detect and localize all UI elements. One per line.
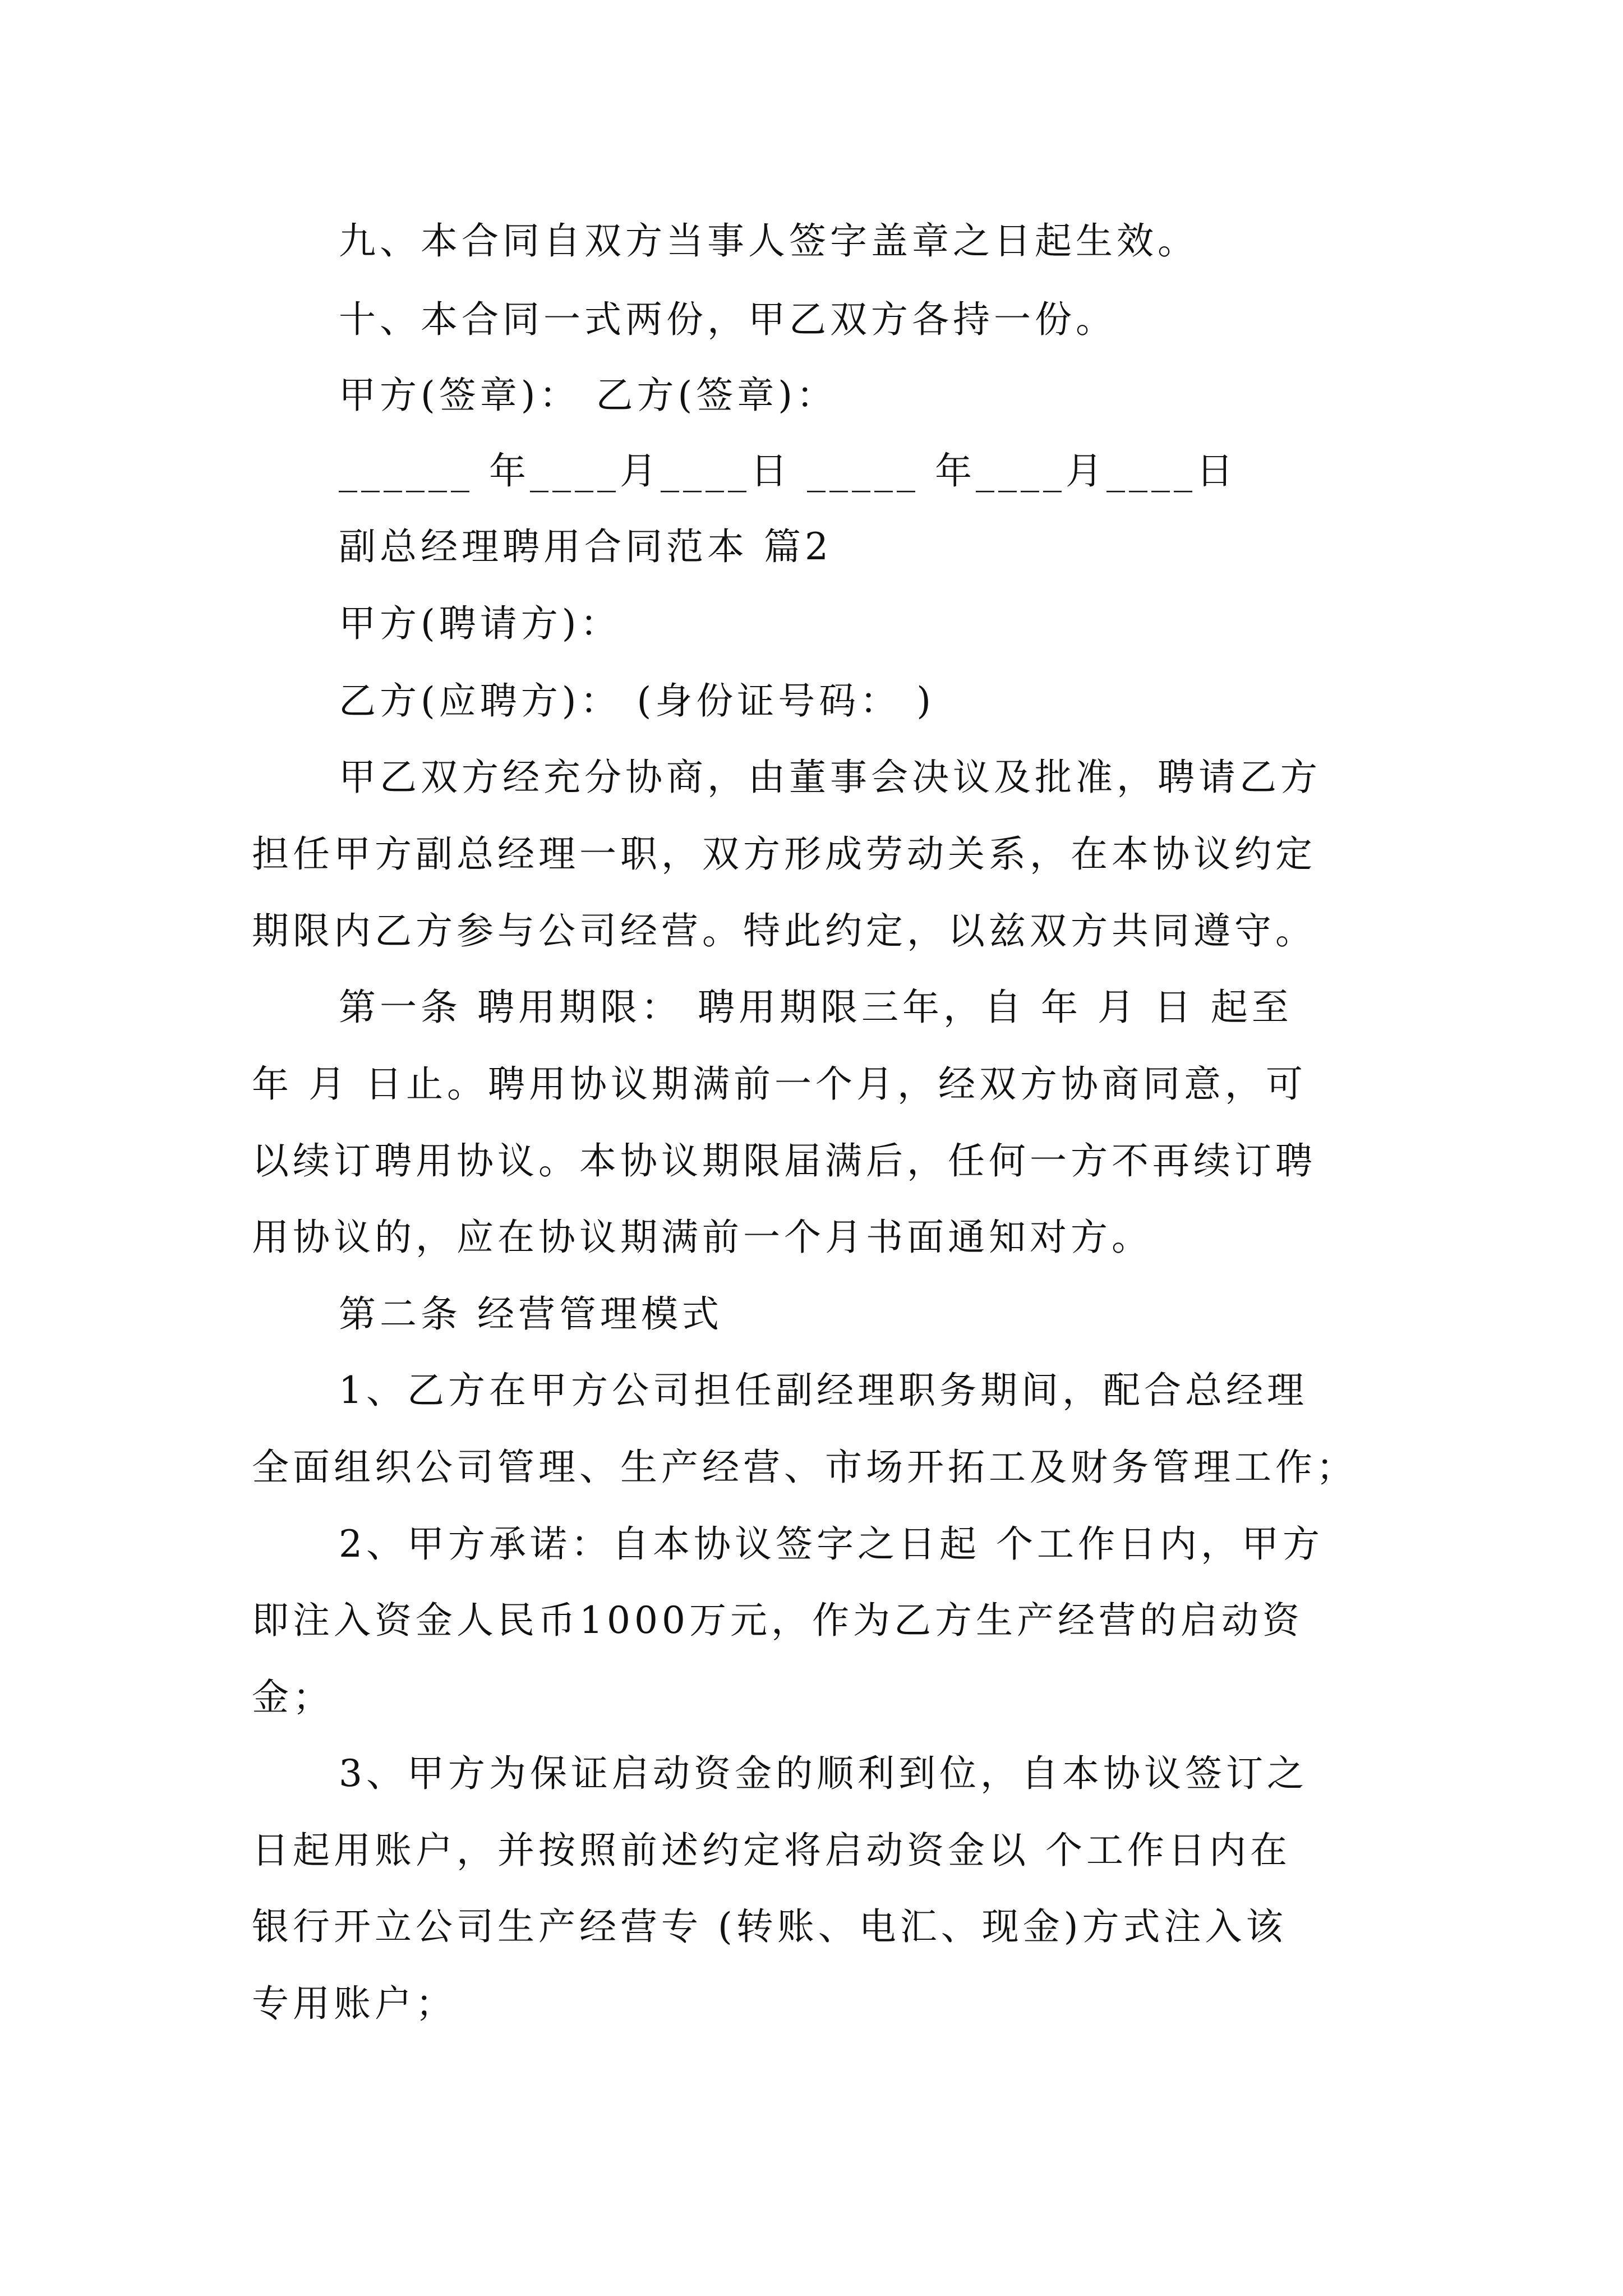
article-2-item-2-line-2: 即注入资金人民币1000万元，作为乙方生产经营的启动资 xyxy=(252,1599,1303,1642)
article-2-item-1-line-1: 1、乙方在甲方公司担任副经理职务期间，配合总经理 xyxy=(339,1369,1308,1412)
article-2-item-2-line-3: 金； xyxy=(252,1676,334,1719)
article-2-item-3-line-1: 3、甲方为保证启动资金的顺利到位，自本协议签订之 xyxy=(339,1752,1308,1795)
party-b-line: 乙方(应聘方)： (身份证号码： ) xyxy=(339,679,935,723)
article-1-line-3: 以续订聘用协议。本协议期限届满后，任何一方不再续订聘 xyxy=(252,1139,1316,1182)
clause-10: 十、本合同一式两份，甲乙双方各持一份。 xyxy=(339,298,1117,341)
article-2-item-2-line-1: 2、甲方承诺：自本协议签字之日起 个工作日内，甲方 xyxy=(339,1522,1324,1566)
article-1-line-2: 年 月 日止。聘用协议期满前一个月，经双方协商同意，可 xyxy=(252,1062,1307,1106)
section-heading: 副总经理聘用合同范本 篇2 xyxy=(339,525,832,568)
signature-line: 甲方(签章)： 乙方(签章)： xyxy=(339,374,837,417)
article-2-item-1-line-2: 全面组织公司管理、生产经营、市场开拓工及财务管理工作； xyxy=(252,1446,1357,1489)
article-2-heading: 第二条 经营管理模式 xyxy=(339,1292,723,1336)
intro-paragraph-line-2: 担任甲方副总经理一职，双方形成劳动关系，在本协议约定 xyxy=(252,832,1316,876)
intro-paragraph-line-1: 甲乙双方经充分协商，由董事会决议及批准，聘请乙方 xyxy=(339,756,1321,799)
article-1-line-1: 第一条 聘用期限： 聘用期限三年，自 年 月 日 起至 xyxy=(339,986,1293,1029)
article-2-item-3-line-4: 专用账户； xyxy=(252,1982,457,2025)
intro-paragraph-line-3: 期限内乙方参与公司经营。特此约定，以兹双方共同遵守。 xyxy=(252,909,1316,953)
article-2-item-3-line-2: 日起用账户，并按照前述约定将启动资金以 个工作日内在 xyxy=(252,1829,1291,1872)
clause-9: 九、本合同自双方当事人签字盖章之日起生效。 xyxy=(339,219,1198,263)
party-a-line: 甲方(聘请方)： xyxy=(339,602,621,645)
date-line: ______ 年____月____日 _____ 年____月____日 xyxy=(339,449,1237,493)
article-1-line-4: 用协议的，应在协议期满前一个月书面通知对方。 xyxy=(252,1216,1152,1259)
article-2-item-3-line-3: 银行开立公司生产经营专 (转账、电汇、现金)方式注入该 xyxy=(252,1905,1287,1948)
